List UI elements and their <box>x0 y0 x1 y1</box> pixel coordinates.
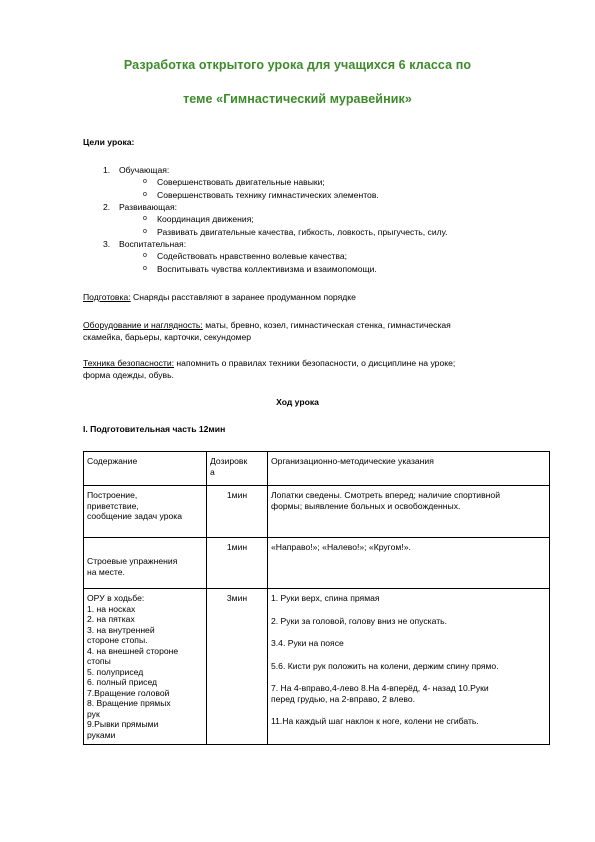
content-line: приветствие, <box>87 500 139 511</box>
notes-line: 11.На каждый шаг наклон к ноге, колени не сгибать. <box>271 716 479 726</box>
header-notes: Организационно-методические указания <box>268 452 550 486</box>
content-line: Построение, <box>87 490 138 500</box>
safety-line2: форма одежды, обувь. <box>83 370 174 380</box>
bullet-icon: o <box>143 228 147 235</box>
content-line: на месте. <box>87 566 125 577</box>
notes-line: перед грудью, на 2-вправо, 2 влево. <box>271 693 416 704</box>
row-notes <box>268 486 550 538</box>
content-line: 3. на внутренней <box>87 624 155 635</box>
bullet-icon: o <box>143 178 147 185</box>
goal-label: Развивающая: <box>119 202 178 212</box>
header-content: Содержание <box>84 452 207 486</box>
notes-paragraph <box>271 683 546 704</box>
equipment-text: маты, бревно, козел, гимнастическая стенка, гимнастическая <box>202 320 451 330</box>
notes-line: «Направо!»; «Налево!»; «Кругом!». <box>271 542 411 552</box>
content-line: 9.Рывки прямыми <box>87 719 159 729</box>
row-notes <box>268 589 550 745</box>
notes-line: формы; выявление больных и освобожденных. <box>271 500 461 511</box>
preparation-paragraph <box>83 292 356 303</box>
notes-paragraph <box>271 716 546 727</box>
goal-subitem: Совершенствовать двигательные навыки; <box>157 177 325 187</box>
preparation-label: Подготовка: <box>83 292 131 302</box>
row-dose: 3мин <box>207 589 268 745</box>
document-title-line2: теме «Гимнастический муравейник» <box>183 92 412 106</box>
header-dose <box>207 452 268 486</box>
goal-subitem: Воспитывать чувства коллективизма и взаимопомощи. <box>157 264 377 274</box>
content-line: рук <box>87 708 100 719</box>
notes-paragraph <box>271 638 546 649</box>
header-dose-line: Дозировк <box>210 456 248 466</box>
equipment-label: Оборудование и наглядность: <box>83 320 203 330</box>
goal-label: Воспитательная: <box>119 239 187 249</box>
content-line: сообщение задач урока <box>87 511 183 521</box>
lesson-plan-table <box>83 451 550 745</box>
content-line: 8. Вращение прямых <box>87 698 171 708</box>
notes-paragraph <box>271 616 546 627</box>
document-title-line1: Разработка открытого урока для учащихся 6 класса по <box>123 58 472 72</box>
content-line: стопы <box>87 656 111 666</box>
goal-subitem: Координация движения; <box>157 214 254 224</box>
safety-text: напомнить о правилах техники безопасности, о дисциплине на уроке; <box>174 358 456 368</box>
content-line: Строевые упражнения <box>87 556 178 566</box>
notes-line: 3.4. Руки на поясе <box>271 638 344 648</box>
table-row <box>84 486 550 538</box>
goal-subitem: Совершенствовать технику гимнастических элементов. <box>157 190 379 200</box>
row-notes <box>268 538 550 589</box>
bullet-icon: o <box>143 215 147 222</box>
equipment-line1 <box>83 320 451 331</box>
content-line: стороне стопы. <box>87 635 148 645</box>
goals-heading: Цели урока: <box>83 137 135 147</box>
table-row <box>84 538 550 589</box>
goal-number: 2. <box>103 202 111 212</box>
preparation-text: Снаряды расставляют в заранее продуманном порядке <box>130 292 356 302</box>
content-line: 1. на носках <box>87 603 136 614</box>
content-line: ОРУ в ходьбе: <box>87 593 145 603</box>
content-line: 2. на пятках <box>87 614 135 624</box>
content-line: 7.Вращение головой <box>87 687 170 698</box>
safety-line1 <box>83 358 455 369</box>
safety-label: Техника безопасности: <box>83 358 175 368</box>
notes-line: 5.6. Кисти рук положить на колени, держим спину прямо. <box>271 660 499 671</box>
notes-line: 7. На 4-вправо,4-лево 8.На 4-вперёд, 4- назад 10.Руки <box>271 683 489 693</box>
goal-number: 3. <box>103 239 111 249</box>
goal-label: Обучающая: <box>119 165 170 175</box>
bullet-icon: o <box>143 252 147 259</box>
row-content <box>84 538 207 589</box>
content-line: 4. на внешней стороне <box>87 645 179 656</box>
row-content <box>84 486 207 538</box>
content-line: руками <box>87 729 116 740</box>
notes-line: Лопатки сведены. Смотреть вперед; наличие спортивной <box>271 490 501 500</box>
notes-paragraph <box>271 661 546 672</box>
notes-line: 2. Руки за головой, голову вниз не опускать. <box>271 615 447 626</box>
notes-paragraph <box>271 593 546 604</box>
goal-subitem: Развивать двигательные качества, гибкость, ловкость, прыгучесть, силу. <box>157 227 448 237</box>
header-dose-line: а <box>210 466 215 477</box>
goal-number: 1. <box>103 165 111 175</box>
row-dose: 1мин <box>207 538 268 589</box>
content-line: 6. полный присед <box>87 677 158 687</box>
table-row <box>84 589 550 745</box>
row-content <box>84 589 207 745</box>
course-heading: Ход урока <box>276 397 319 407</box>
equipment-line2: скамейка, барьеры, карточки, секундомер <box>83 332 252 342</box>
bullet-icon: o <box>143 191 147 198</box>
content-line: 5. полуприсед <box>87 666 144 677</box>
bullet-icon: o <box>143 265 147 272</box>
notes-line: 1. Руки верх, спина прямая <box>271 593 380 603</box>
table-header-row <box>84 452 550 486</box>
row-dose: 1мин <box>207 486 268 538</box>
part1-heading: I. Подготовительная часть 12мин <box>83 424 226 434</box>
goal-subitem: Содействовать нравственно волевые качества; <box>157 251 348 261</box>
